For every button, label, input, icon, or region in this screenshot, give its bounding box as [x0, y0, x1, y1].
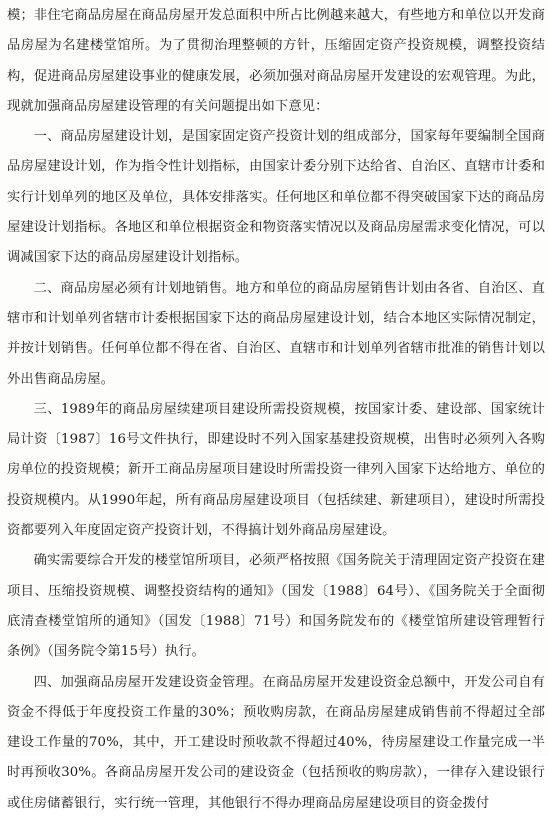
- document-body: [7, 1, 545, 819]
- paragraph-intro: 模；非住宅商品房屋在商品房屋开发总面积中所占比例越来越大，有些地方和单位以开发商品房屋为名建楼堂馆所。为了贯彻治理整顿的方针，压缩固定资产投资规模，调整投资结构，促进商品房屋建设事业的健康发展，必须加强对商品房屋开发建设的宏观管理。为此，现就加强商品房屋建设管理的有关问题提出如下意见：: [7, 8, 545, 114]
- paragraph-item-4: 四、加强商品房屋开发建设资金管理。在商品房屋开发建设资金总额中，开发公司自有资金不得低于年度投资工作量的30%；预收购房款，在商品房屋建成销售前不得超过全部建设工作量的70%，其中，开工建设时预收款不得超过40%，待房屋建设工作量完成一半时再预收30%。各商品房屋开发公司的建设资金（包括预收的购房款），一律存入建设银行或住房储蓄银行，实行统一管理，其他银行不得办理商品房屋建设项目的资金拨付: [7, 674, 545, 811]
- paragraph-item-3-supplement: 确实需要综合开发的楼堂馆所项目，必须严格按照《国务院关于清理固定资产投资在建项目、压缩投资规模、调整投资结构的通知》（国发〔1988〕64号）、《国务院关于全面彻底清查楼堂馆所的通知》（国发〔1988〕71号）和国务院发布的《楼堂馆所建设管理暂行条例》（国务院令第15号）执行。: [7, 553, 545, 660]
- paragraph-item-1: 一、商品房屋建设计划，是国家固定资产投资计划的组成部分，国家每年要编制全国商品房屋建设计划，作为指令性计划指标，由国家计委分别下达给省、自治区、直辖市计委和实行计划单列的地区及单位，具体安排落实。任何地区和单位都不得突破国家下达的商品房屋建设计划指标。各地区和单位根据资金和物资落实情况以及商品房屋需求变化情况，可以调减国家下达的商品房屋建设计划指标。: [7, 129, 545, 266]
- paragraph-item-3: 三、1989年的商品房屋续建项目建设所需投资规模，按国家计委、建设部、国家统计局计资〔1987〕16号文件执行，即建设时不列入国家基建投资规模，出售时必须列入各购房单位的投资规模；新开工商品房屋项目建设时所需投资一律列入国家下达给地方、单位的投资规模内。从1990年起，所有商品房屋建设项目（包括续建、新建项目），建设时所需投资都要列入年度固定资产投资计划，不得搞计划外商品房屋建设。: [7, 401, 545, 539]
- paragraph-item-2: 二、商品房屋必须有计划地销售。地方和单位的商品房屋销售计划由各省、自治区、直辖市和计划单列省辖市计委根据国家下达的商品房屋建设计划，结合本地区实际情况制定，并按计划销售。任何单位都不得在省、自治区、直辖市和计划单列省辖市批准的销售计划以外出售商品房屋。: [7, 280, 545, 387]
